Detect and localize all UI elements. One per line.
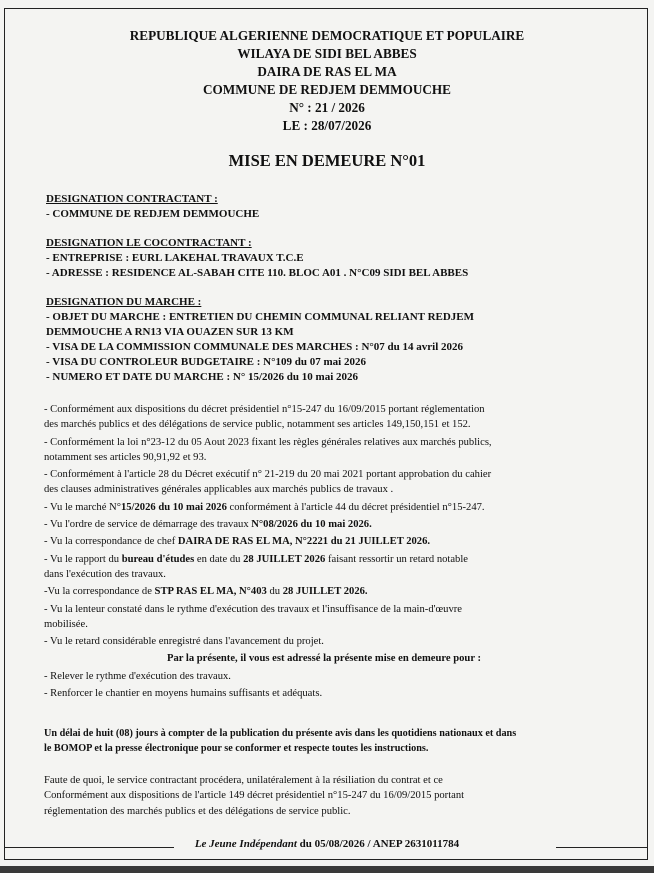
paragraph-ordre-service: - Vu l'ordre de service de démarrage des travaux N°08/2026 du 10 mai 2026. — [44, 519, 372, 531]
paragraph-renforcer: - Renforcer le chantier en moyens humains suffisants et adéquats. — [44, 688, 323, 700]
marche-section — [46, 295, 626, 385]
newspaper-name: Le Jeune Indépendant — [194, 838, 297, 850]
scan-edge — [0, 866, 654, 873]
paragraph-decret-executif: - Conformément à l'article 28 du Décret exécutif n° 21-219 du 20 mai 2021 portant approbation du cahier des clauses administratives générales applicables aux marchés publics de travaux . — [44, 469, 492, 496]
marche-numero: - NUMERO ET DATE DU MARCHE : N° 15/2026 du 10 mai 2026 — [46, 371, 359, 383]
closing-paragraph — [44, 773, 604, 819]
marche-visa-controleur: - VISA DU CONTROLEUR BUDGETAIRE : N°109 du 07 mai 2026 — [46, 356, 366, 368]
paragraph-correspondance-daira: - Vu la correspondance de chef DAIRA DE RAS EL MA, N°2221 du 21 JUILLET 2026. — [44, 536, 431, 548]
marche-heading: DESIGNATION DU MARCHE : — [46, 296, 202, 308]
closing-line-3: réglementation des marchés publics et des délégations de service public. — [44, 805, 351, 817]
publication-footer — [0, 838, 654, 850]
marche-visa-commission: - VISA DE LA COMMISSION COMMUNALE DES MARCHES : N°07 du 14 avril 2026 — [46, 341, 464, 353]
considerations-body — [44, 402, 604, 703]
notice-line-1: Un délai de huit (08) jours à compter de la publication du présente avis dans les quotidiens nationaux et dans — [44, 728, 517, 739]
paragraph-mise-en-demeure: Par la présente, il vous est adressé la présente mise en demeure pour : — [166, 653, 482, 665]
header-daira: DAIRA DE RAS EL MA — [257, 64, 397, 79]
notice-line-2: le BOMOP et la presse électronique pour se conformer et respecte toutes les instructions. — [44, 743, 429, 754]
header-date: LE : 28/07/2026 — [282, 118, 372, 133]
paragraph-decret: - Conformément aux dispositions du décret présidentiel n°15-247 du 16/09/2015 portant réglementation des marchés publics et des délégations de service public, notamment ses articles 149,150,151 et 152. — [44, 404, 485, 431]
publication-ref: du 05/08/2026 / ANEP 2631011784 — [296, 838, 460, 850]
paragraph-relever: - Relever le rythme d'exécution des travaux. — [44, 670, 231, 682]
cocontractant-section — [46, 236, 626, 281]
paragraph-vu-marche: - Vu le marché N°15/2026 du 10 mai 2026 conformément à l'article 44 du décret présidentiel n°15-247. — [44, 501, 485, 513]
closing-line-1: Faute de quoi, le service contractant procédera, unilatéralement à la résiliation du contrat et ce — [44, 775, 443, 786]
header-number: N° : 21 / 2026 — [289, 100, 365, 115]
cocontractant-adresse: - ADRESSE : RESIDENCE AL-SABAH CITE 110. BLOC A01 . N°C09 SIDI BEL ABBES — [46, 267, 469, 279]
document-title: MISE EN DEMEURE N°01 — [228, 151, 426, 170]
header-commune: COMMUNE DE REDJEM DEMMOUCHE — [203, 82, 451, 97]
header-republic: REPUBLIQUE ALGERIENNE DEMOCRATIQUE ET POPULAIRE — [129, 28, 525, 43]
header-wilaya: WILAYA DE SIDI BEL ABBES — [237, 46, 417, 61]
marche-objet-2: DEMMOUCHE A RN13 VIA OUAZEN SUR 13 KM — [46, 326, 294, 338]
paragraph-retard: - Vu le retard considérable enregistré dans l'avancement du projet. — [44, 636, 324, 648]
closing-line-2: Conformément aux dispositions de l'article 149 décret présidentiel n°15-247 du 16/09/2015 portant — [44, 790, 465, 802]
paragraph-loi: - Conformément la loi n°23-12 du 05 Aout 2023 fixant les règles générales relatives aux marchés publics, notamment ses articles 90,91,92 et 93. — [44, 436, 492, 463]
contractant-line: - COMMUNE DE REDJEM DEMMOUCHE — [46, 208, 260, 220]
paragraph-correspondance-stp: -Vu la correspondance de STP RAS EL MA, N°403 du 28 JUILLET 2026. — [44, 586, 368, 598]
paragraph-rapport-bureau: - Vu le rapport du bureau d'études en date du 28 JUILLET 2026 faisant ressortir un retard notable dans l'exécution des travaux. — [44, 553, 468, 580]
marche-objet-1: - OBJET DU MARCHE : ENTRETIEN DU CHEMIN COMMUNAL RELIANT REDJEM — [46, 311, 475, 323]
delai-notice — [44, 726, 612, 756]
cocontractant-heading: DESIGNATION LE COCONTRACTANT : — [46, 237, 252, 249]
contractant-section — [46, 192, 626, 222]
contractant-heading: DESIGNATION CONTRACTANT : — [46, 193, 218, 205]
document-header — [0, 27, 654, 135]
paragraph-lenteur: - Vu la lenteur constaté dans le rythme d'exécution des travaux et l'insuffisance de la main-d'œuvre mobilisée. — [44, 603, 463, 630]
cocontractant-entreprise: - ENTREPRISE : EURL LAKEHAL TRAVAUX T.C.E — [46, 252, 304, 264]
